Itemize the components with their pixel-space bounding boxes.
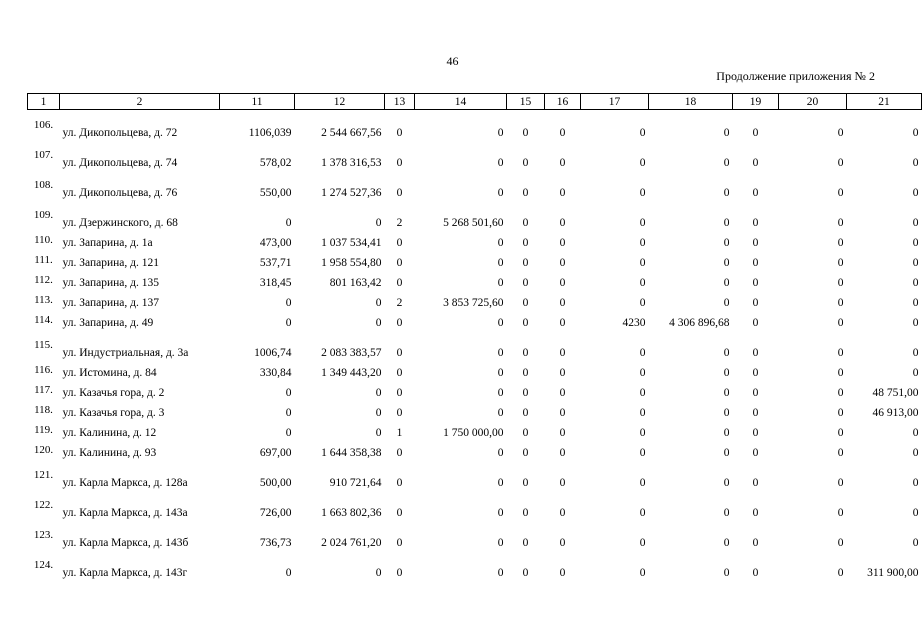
value-cell: 0	[639, 427, 646, 439]
value-cell: 0	[837, 537, 844, 549]
count-cell: 0	[396, 537, 403, 549]
cost-cell: 0	[375, 217, 382, 229]
value-cell: 0	[522, 387, 529, 399]
area-cell: 0	[285, 297, 292, 309]
value-cell: 0	[837, 477, 844, 489]
value-cell: 0	[752, 157, 759, 169]
amount-cell: 0	[497, 387, 504, 399]
area-cell: 0	[285, 427, 292, 439]
count-cell: 0	[396, 367, 403, 379]
amount-cell: 0	[723, 507, 730, 519]
cost-cell: 1 663 802,36	[321, 507, 382, 519]
value-cell: 0	[522, 317, 529, 329]
amount-cell: 0	[723, 127, 730, 139]
cost-cell: 1 349 443,20	[321, 367, 382, 379]
table-row	[28, 310, 922, 330]
row-number: 119.	[34, 423, 53, 436]
row-number: 116.	[34, 363, 53, 376]
value-cell: 0	[522, 347, 529, 359]
column-header: 19	[733, 94, 779, 110]
table-row	[28, 250, 922, 270]
value-cell: 0	[837, 127, 844, 139]
value-cell: 0	[639, 187, 646, 199]
count-cell: 0	[396, 567, 403, 579]
row-number: 114.	[34, 313, 53, 326]
amount-cell: 0	[497, 187, 504, 199]
value-cell: 0	[559, 217, 566, 229]
column-header: 20	[779, 94, 847, 110]
row-number: 107.	[33, 148, 54, 161]
value-cell: 0	[752, 187, 759, 199]
cost-cell: 0	[375, 567, 382, 579]
amount-cell: 0	[912, 367, 919, 379]
count-cell: 0	[396, 187, 403, 199]
value-cell: 0	[752, 447, 759, 459]
value-cell: 0	[639, 347, 646, 359]
value-cell: 0	[752, 317, 759, 329]
value-cell: 0	[639, 537, 646, 549]
value-cell: 0	[837, 567, 844, 579]
value-cell: 0	[559, 567, 566, 579]
value-cell: 0	[752, 217, 759, 229]
count-cell: 0	[396, 447, 403, 459]
amount-cell: 4 306 896,68	[669, 317, 730, 329]
row-number: 109.	[33, 208, 54, 221]
area-cell: 697,00	[259, 447, 292, 459]
cost-cell: 0	[375, 407, 382, 419]
value-cell: 0	[522, 477, 529, 489]
value-cell: 0	[837, 187, 844, 199]
address-cell: ул. Казачья гора, д. 2	[62, 387, 165, 399]
amount-cell: 46 913,00	[872, 407, 919, 419]
address-cell: ул. Истомина, д. 84	[62, 367, 157, 379]
area-cell: 726,00	[259, 507, 292, 519]
amount-cell: 0	[723, 367, 730, 379]
value-cell: 0	[522, 567, 529, 579]
amount-cell: 0	[497, 477, 504, 489]
column-header: 18	[649, 94, 733, 110]
value-cell: 0	[559, 317, 566, 329]
value-cell: 0	[522, 447, 529, 459]
address-cell: ул. Казачья гора, д. 3	[62, 407, 165, 419]
header-row	[28, 94, 922, 110]
address-cell: ул. Карла Маркса, д. 143б	[62, 537, 189, 549]
count-cell: 0	[396, 277, 403, 289]
value-cell: 0	[639, 297, 646, 309]
row-number: 113.	[34, 293, 53, 306]
area-cell: 578,02	[259, 157, 292, 169]
amount-cell: 48 751,00	[872, 387, 919, 399]
column-header: 12	[295, 94, 385, 110]
amount-cell: 0	[723, 447, 730, 459]
value-cell: 0	[559, 157, 566, 169]
amount-cell: 0	[723, 217, 730, 229]
amount-cell: 0	[723, 257, 730, 269]
value-cell: 0	[752, 427, 759, 439]
value-cell: 0	[639, 507, 646, 519]
value-cell: 0	[752, 347, 759, 359]
value-cell: 0	[639, 407, 646, 419]
address-cell: ул. Карла Маркса, д. 143г	[62, 567, 188, 579]
address-cell: ул. Запарина, д. 121	[62, 257, 159, 269]
count-cell: 0	[396, 257, 403, 269]
amount-cell: 0	[723, 477, 730, 489]
value-cell: 0	[752, 257, 759, 269]
cost-cell: 2 083 383,57	[321, 347, 382, 359]
area-cell: 0	[285, 567, 292, 579]
cost-cell: 1 644 358,38	[321, 447, 382, 459]
amount-cell: 0	[497, 237, 504, 249]
cost-cell: 1 037 534,41	[321, 237, 382, 249]
area-cell: 1006,74	[254, 347, 292, 359]
row-number: 124.	[33, 558, 54, 571]
value-cell: 0	[559, 277, 566, 289]
cost-cell: 1 274 527,36	[321, 187, 382, 199]
value-cell: 0	[752, 387, 759, 399]
value-cell: 0	[837, 347, 844, 359]
amount-cell: 0	[723, 277, 730, 289]
address-cell: ул. Дикопольцева, д. 74	[62, 157, 178, 169]
value-cell: 0	[559, 347, 566, 359]
cost-cell: 0	[375, 297, 382, 309]
count-cell: 0	[396, 157, 403, 169]
value-cell: 0	[837, 407, 844, 419]
value-cell: 0	[522, 277, 529, 289]
value-cell: 0	[559, 537, 566, 549]
value-cell: 0	[522, 237, 529, 249]
value-cell: 0	[559, 407, 566, 419]
table-row	[28, 270, 922, 290]
amount-cell: 311 900,00	[867, 567, 919, 579]
amount-cell: 0	[912, 187, 919, 199]
count-cell: 0	[396, 407, 403, 419]
row-number: 121.	[33, 468, 54, 481]
cost-cell: 1 958 554,80	[321, 257, 382, 269]
amount-cell: 0	[497, 257, 504, 269]
amount-cell: 0	[912, 127, 919, 139]
table-row	[28, 360, 922, 380]
cost-cell: 0	[375, 317, 382, 329]
cost-cell: 2 024 761,20	[321, 537, 382, 549]
amount-cell: 0	[912, 317, 919, 329]
value-cell: 0	[639, 367, 646, 379]
count-cell: 0	[396, 347, 403, 359]
amount-cell: 0	[912, 447, 919, 459]
area-cell: 550,00	[259, 187, 292, 199]
data-table	[27, 93, 922, 580]
amount-cell: 0	[497, 347, 504, 359]
value-cell: 0	[559, 237, 566, 249]
area-cell: 473,00	[259, 237, 292, 249]
amount-cell: 0	[497, 127, 504, 139]
address-cell: ул. Запарина, д. 135	[62, 277, 159, 289]
value-cell: 0	[559, 257, 566, 269]
address-cell: ул. Индустриальная, д. 3а	[62, 347, 189, 359]
value-cell: 0	[837, 277, 844, 289]
column-header: 16	[545, 94, 581, 110]
row-number: 110.	[34, 233, 53, 246]
value-cell: 0	[639, 157, 646, 169]
amount-cell: 0	[723, 567, 730, 579]
value-cell: 0	[639, 477, 646, 489]
value-cell: 0	[752, 407, 759, 419]
count-cell: 2	[396, 297, 403, 309]
value-cell: 0	[522, 427, 529, 439]
amount-cell: 0	[497, 157, 504, 169]
value-cell: 0	[559, 387, 566, 399]
amount-cell: 0	[723, 187, 730, 199]
value-cell: 0	[752, 367, 759, 379]
amount-cell: 1 750 000,00	[443, 427, 504, 439]
address-cell: ул. Карла Маркса, д. 128а	[62, 477, 188, 489]
value-cell: 0	[639, 127, 646, 139]
value-cell: 0	[522, 367, 529, 379]
row-number: 122.	[33, 498, 54, 511]
amount-cell: 0	[497, 317, 504, 329]
address-cell: ул. Запарина, д. 49	[62, 317, 154, 329]
amount-cell: 0	[497, 507, 504, 519]
amount-cell: 3 853 725,60	[443, 297, 504, 309]
cost-cell: 0	[375, 427, 382, 439]
row-number: 117.	[34, 383, 53, 396]
amount-cell: 0	[912, 507, 919, 519]
value-cell: 0	[752, 237, 759, 249]
column-header: 2	[60, 94, 220, 110]
amount-cell: 0	[497, 277, 504, 289]
value-cell: 0	[559, 447, 566, 459]
count-cell: 0	[396, 127, 403, 139]
amount-cell: 0	[912, 427, 919, 439]
table-row	[28, 290, 922, 310]
table-row	[28, 490, 922, 520]
cost-cell: 1 378 316,53	[321, 157, 382, 169]
value-cell: 0	[522, 297, 529, 309]
area-cell: 0	[285, 387, 292, 399]
value-cell: 0	[639, 257, 646, 269]
amount-cell: 0	[912, 347, 919, 359]
row-number: 120.	[33, 443, 54, 456]
area-cell: 318,45	[259, 277, 292, 289]
column-header: 13	[385, 94, 415, 110]
table-row	[28, 230, 922, 250]
area-cell: 500,00	[259, 477, 292, 489]
area-cell: 736,73	[259, 537, 292, 549]
amount-cell: 0	[912, 537, 919, 549]
value-cell: 0	[837, 367, 844, 379]
row-number: 115.	[34, 338, 53, 351]
amount-cell: 0	[723, 537, 730, 549]
address-cell: ул. Калинина, д. 93	[62, 447, 157, 459]
value-cell: 0	[522, 537, 529, 549]
value-cell: 0	[752, 127, 759, 139]
address-cell: ул. Карла Маркса, д. 143а	[62, 507, 188, 519]
table-row	[28, 550, 922, 580]
count-cell: 0	[396, 477, 403, 489]
amount-cell: 0	[912, 157, 919, 169]
amount-cell: 0	[723, 387, 730, 399]
value-cell: 0	[639, 567, 646, 579]
value-cell: 0	[837, 387, 844, 399]
amount-cell: 0	[723, 237, 730, 249]
amount-cell: 0	[723, 157, 730, 169]
value-cell: 0	[752, 537, 759, 549]
table-row	[28, 110, 922, 141]
table-row	[28, 460, 922, 490]
amount-cell: 0	[912, 217, 919, 229]
table-row	[28, 440, 922, 460]
cost-cell: 801 163,42	[329, 277, 382, 289]
value-cell: 0	[639, 237, 646, 249]
count-cell: 1	[396, 427, 403, 439]
value-cell: 0	[752, 477, 759, 489]
amount-cell: 0	[723, 347, 730, 359]
value-cell: 0	[559, 427, 566, 439]
address-cell: ул. Запарина, д. 137	[62, 297, 159, 309]
value-cell: 0	[559, 187, 566, 199]
count-cell: 0	[396, 387, 403, 399]
value-cell: 0	[639, 387, 646, 399]
value-cell: 0	[837, 447, 844, 459]
table-row	[28, 520, 922, 550]
count-cell: 0	[396, 507, 403, 519]
value-cell: 0	[837, 317, 844, 329]
table-row	[28, 140, 922, 170]
cost-cell: 2 544 667,56	[321, 127, 382, 139]
value-cell: 0	[522, 157, 529, 169]
value-cell: 0	[639, 447, 646, 459]
row-number: 108.	[33, 178, 54, 191]
row-number: 123.	[33, 528, 54, 541]
value-cell: 0	[559, 127, 566, 139]
amount-cell: 0	[912, 277, 919, 289]
value-cell: 0	[639, 277, 646, 289]
value-cell: 0	[837, 507, 844, 519]
area-cell: 1106,039	[248, 127, 292, 139]
count-cell: 2	[396, 217, 403, 229]
column-header: 14	[415, 94, 507, 110]
table-row	[28, 170, 922, 200]
table-row	[28, 200, 922, 230]
appendix-continuation-title: Продолжение приложения № 2	[716, 69, 875, 83]
value-cell: 0	[559, 507, 566, 519]
column-header: 15	[507, 94, 545, 110]
value-cell: 0	[752, 507, 759, 519]
value-cell: 0	[837, 257, 844, 269]
area-cell: 0	[285, 317, 292, 329]
value-cell: 0	[522, 217, 529, 229]
address-cell: ул. Калинина, д. 12	[62, 427, 157, 439]
value-cell: 0	[837, 157, 844, 169]
value-cell: 0	[837, 237, 844, 249]
column-header: 21	[847, 94, 922, 110]
value-cell: 0	[559, 297, 566, 309]
count-cell: 0	[396, 317, 403, 329]
value-cell: 0	[522, 507, 529, 519]
table-row	[28, 400, 922, 420]
value-cell: 0	[522, 407, 529, 419]
value-cell: 0	[522, 257, 529, 269]
value-cell: 0	[837, 427, 844, 439]
amount-cell: 0	[497, 407, 504, 419]
value-cell: 0	[559, 367, 566, 379]
table-row	[28, 420, 922, 440]
value-cell: 0	[639, 217, 646, 229]
address-cell: ул. Дикопольцева, д. 76	[62, 187, 178, 199]
amount-cell: 0	[912, 257, 919, 269]
value-cell: 0	[752, 277, 759, 289]
address-cell: ул. Дикопольцева, д. 72	[62, 127, 178, 139]
value-cell: 0	[752, 567, 759, 579]
column-header: 17	[581, 94, 649, 110]
row-number: 106.	[33, 118, 54, 131]
amount-cell: 0	[723, 297, 730, 309]
amount-cell: 0	[723, 407, 730, 419]
cost-cell: 0	[375, 387, 382, 399]
row-number: 111.	[34, 253, 53, 266]
amount-cell: 0	[497, 447, 504, 459]
area-cell: 0	[285, 217, 292, 229]
value-cell: 0	[752, 297, 759, 309]
amount-cell: 0	[497, 537, 504, 549]
cost-cell: 910 721,64	[329, 477, 382, 489]
count-cell: 0	[396, 237, 403, 249]
area-cell: 0	[285, 407, 292, 419]
area-cell: 330,84	[259, 367, 292, 379]
column-header: 11	[220, 94, 295, 110]
amount-cell: 0	[497, 567, 504, 579]
value-cell: 0	[837, 217, 844, 229]
value-cell: 0	[522, 187, 529, 199]
table-row	[28, 330, 922, 360]
value-cell: 4230	[622, 317, 646, 329]
amount-cell: 0	[723, 427, 730, 439]
address-cell: ул. Запарина, д. 1а	[62, 237, 153, 249]
amount-cell: 0	[497, 367, 504, 379]
value-cell: 0	[559, 477, 566, 489]
page-number: 46	[446, 54, 459, 68]
column-header: 1	[28, 94, 60, 110]
address-cell: ул. Дзержинского, д. 68	[62, 217, 178, 229]
value-cell: 0	[522, 127, 529, 139]
amount-cell: 0	[912, 237, 919, 249]
table-row	[28, 380, 922, 400]
row-number: 112.	[34, 273, 53, 286]
value-cell: 0	[837, 297, 844, 309]
amount-cell: 0	[912, 477, 919, 489]
amount-cell: 5 268 501,60	[443, 217, 504, 229]
area-cell: 537,71	[259, 257, 292, 269]
amount-cell: 0	[912, 297, 919, 309]
row-number: 118.	[34, 403, 53, 416]
